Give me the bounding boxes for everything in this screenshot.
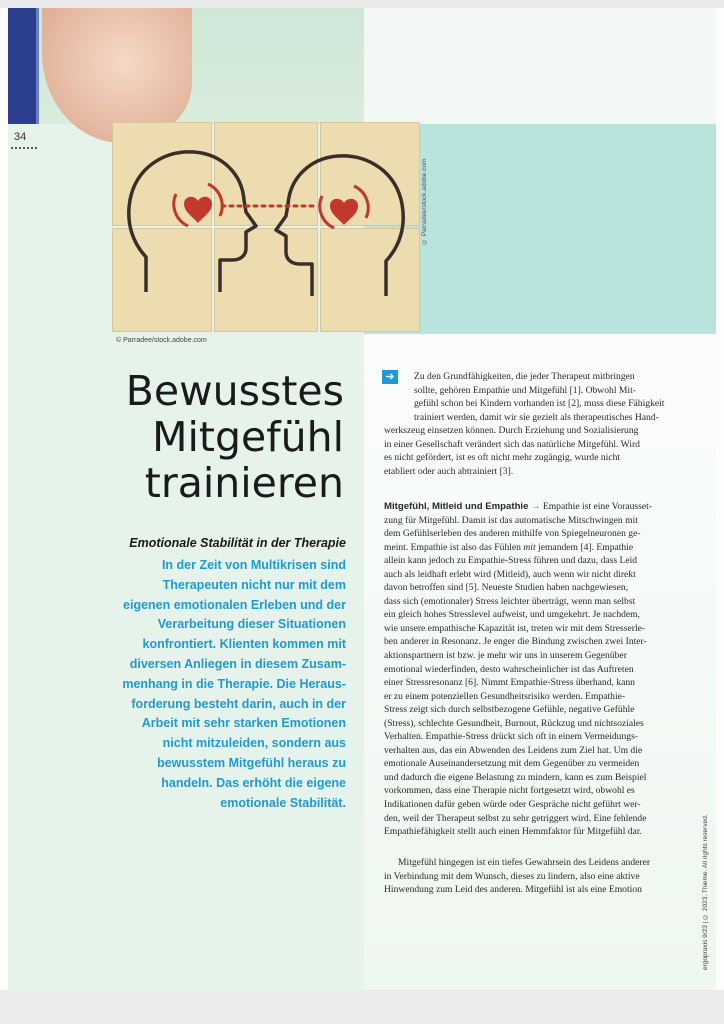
body-line: dass sich (emotionaler) Stress leichter überträgt, wenn man selbst (384, 595, 636, 607)
page-number-dots (11, 147, 37, 149)
article-subtitle: Emotionale Stabilität in der Therapie (129, 536, 346, 550)
lead-line: konfrontiert. Klienten kommen mit (142, 637, 346, 652)
section-arrow-icon: → (530, 501, 541, 512)
body-line: in einer Gesellschaft verändert sich das natürliche Mitgefühl. Wird (384, 438, 640, 450)
body-line: Stress zeigt sich durch selbstbezogene Gefühle, negative Gefühle (384, 704, 635, 716)
body-line: vorkommen, dass eine Therapie nicht fortgesetzt wird, obwohl es (384, 785, 635, 797)
lead-line: menhang in die Therapie. Die Heraus- (122, 676, 346, 691)
body-text: jemandem [4]. Empathie (538, 541, 634, 553)
body-line: ben anderer in Resonanz. Je enger die Bindung zwischen zwei Inter- (384, 636, 647, 648)
body-line: ein gleich hohes Stresslevel aufweist, und umgekehrt. Je nachdem, (384, 609, 641, 621)
heart-icon (184, 197, 212, 223)
lead-line: emotionale Stabilität. (220, 795, 346, 810)
body-line: davon betroffen sind [5]. Neueste Studien haben nachgewiesen, (384, 582, 629, 594)
body-paragraph-compassion (384, 856, 712, 897)
body-text: meint. Empathie ist also das Fühlen (384, 541, 521, 553)
body-line: emotional wiederfinden, desto wahrscheinlicher ist das Auftreten (384, 663, 634, 675)
body-line: werkszeug einsetzen können. Durch Erziehung und Sozialisierung (384, 425, 639, 437)
lead-line: Verarbeitung dieser Situationen (157, 617, 346, 632)
title-line: Bewusstes (125, 367, 344, 415)
photo-credit-bottom: © Parradee/stock.adobe.com (116, 337, 207, 344)
footer-copyright: ergopraxis 9/23 | © 2023. Thieme. All rights reserved. (702, 814, 709, 970)
scan-edge-top (0, 0, 724, 8)
article-lead (100, 556, 346, 813)
body-line: er zu einem potenziellen Gesundheitsrisiko werden. Empathie- (384, 690, 626, 702)
scan-edge-bottom (0, 990, 724, 1024)
article-title (112, 368, 344, 506)
body-line: in Verbindung mit dem Wunsch, dieses zu lindern, also eine aktive (384, 870, 640, 882)
lead-line: forderung besteht darin, auch in der (131, 696, 346, 711)
lead-line: In der Zeit von Multikrisen sind (161, 558, 346, 572)
body-line: allein kann jedoch zu Empathie-Stress führen und dazu, dass Leid (384, 555, 638, 567)
page-number: 34 (14, 131, 27, 143)
body-line: emotionale Auseinandersetzung mit dem Gegenüber zu vermeiden (384, 758, 640, 770)
body-line: aktionspartnern ist bzw. je mehr wir uns in unserem Gegenüber (384, 650, 627, 662)
body-line (384, 541, 712, 555)
body-line: sollte, gehören Empathie und Mitgefühl [1]. Obwohl Mit- (414, 384, 636, 396)
intro-arrow-icon: ➔ (382, 370, 398, 384)
body-line: den, weil der Therapeut selbst zu sehr getriggert wird. Eine fehlende (384, 812, 647, 824)
body-line: und dadurch die eigene Belastung zu mindern, kann es zum Beispiel (384, 771, 647, 783)
title-line: Mitgefühl (152, 413, 344, 461)
blue-edge-strip (8, 8, 36, 124)
blue-edge-strip-thin (36, 8, 39, 124)
body-line: dem Gefühlserleben des anderen mithilfe von Spiegelneuronen ge- (384, 528, 641, 540)
body-line: gefühl schon bei Kindern vorhanden ist [2], muss diese Fähigkeit (414, 398, 665, 410)
body-paragraph-empathy (384, 500, 712, 839)
body-line: es nicht gefördert, ist es oft nicht mehr zugängig, wurde nicht (384, 452, 621, 464)
body-line: Empathiefähigkeit stellt auch einen Hemmfaktor für Mitgefühl dar. (384, 826, 642, 838)
body-paragraph-intro (384, 370, 712, 478)
body-line: verhalten aus, das ein Abwenden des Leidens zum Ziel hat. Um die (384, 744, 643, 756)
title-line: trainieren (144, 459, 344, 507)
wooden-blocks-illustration (112, 122, 420, 332)
lead-line: diversen Anliegen in diesem Zusam- (129, 656, 346, 671)
photo-credit-side: © Parradee/stock.adobe.com (421, 158, 428, 245)
right-top-background (364, 8, 716, 124)
lead-line: Therapeuten nicht nur mit dem (162, 577, 346, 592)
lead-line: nicht mitzuleiden, sondern aus (162, 736, 346, 751)
body-text: Empathie ist eine Vorausset- (542, 501, 652, 512)
body-line: Zu den Grundfähigkeiten, die jeder Therapeut mitbringen (414, 371, 635, 382)
body-line: Verhalten. Empathie-Stress drückt sich oft in einem Vermeidungs- (384, 731, 638, 743)
emphasis-text: mit (523, 541, 536, 553)
body-line: wie unsere empathische Kapazität ist, treten wir mit dem Stresserle- (384, 622, 646, 634)
section-heading: Mitgefühl, Mitleid und Empathie (384, 501, 529, 512)
body-line: einer Stressresonanz [6]. Nimmt Empathie-Stress überhand, kann (384, 677, 635, 689)
lead-line: handeln. Das erhöht die eigene (161, 775, 346, 790)
lead-line: bewusstem Mitgefühl heraus zu (157, 755, 346, 770)
heads-drawing (112, 122, 420, 332)
body-line: (Stress), schlechte Gesundheit, Burnout, Rückzug und nichtsoziales (384, 717, 644, 729)
body-line: Mitgefühl hingegen ist ein tiefes Gewahrsein des Leidens anderer (398, 857, 651, 868)
head-profile-icon (276, 156, 403, 296)
body-line (384, 500, 712, 514)
body-line: trainiert werden, damit wir sie gezielt als therapeutisches Hand- (414, 411, 659, 423)
lead-line: Arbeit mit sehr starken Emotionen (141, 716, 346, 731)
body-line: zung für Mitgefühl. Damit ist das automatische Mitschwingen mit (384, 514, 638, 526)
body-line: Hinwendung zum Leid des anderen. Mitgefühl ist als eine Emotion (384, 884, 642, 896)
body-line: auch als leidhaft erlebt wird (Mitleid), auch wenn wir nicht direkt (384, 568, 636, 580)
body-line: etabliert oder auch abtrainiert [3]. (384, 465, 514, 477)
lead-line: eigenen emotionalen Erleben und der (123, 597, 346, 612)
head-profile-icon (129, 152, 256, 292)
body-line: Indikationen dafür geben würde oder Gespräche nicht geführt wer- (384, 799, 641, 811)
heart-icon (330, 199, 358, 225)
